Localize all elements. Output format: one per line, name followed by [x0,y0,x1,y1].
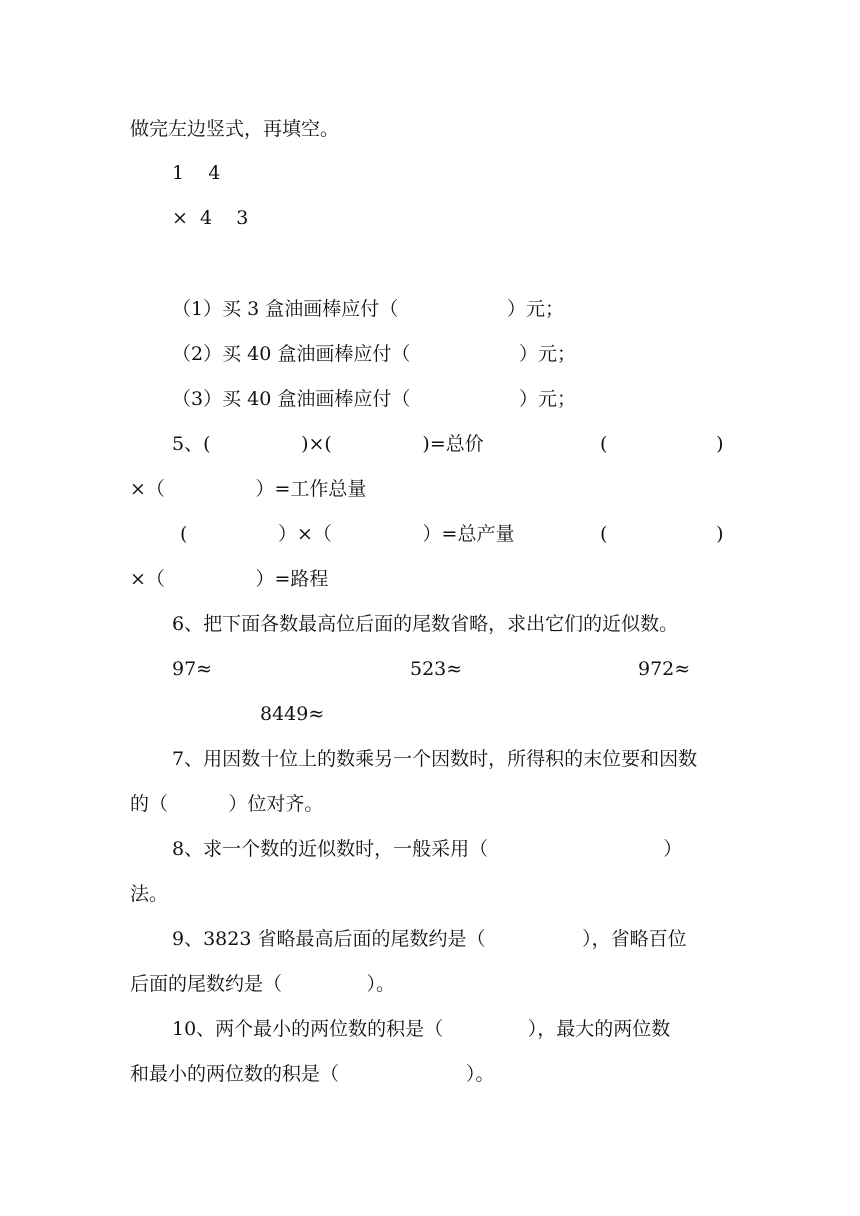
question-3-line: （3）买 40 盒油画棒应付（ ）元； [172,388,577,410]
question-2-line: （2）买 40 盒油画棒应付（ ）元； [172,343,577,365]
question-5-line-c: ×（ ）=工作总量 [130,478,367,500]
question-8-line-a: 8、求一个数的近似数时，一般采用（ ） [172,838,683,860]
question-7-line-b: 的（ ）位对齐。 [130,793,324,815]
instruction-line: 做完左边竖式，再填空。 [130,118,340,140]
question-5-line-d: ( ）×（ ）=总产量 [180,523,515,545]
question-5-line-e: ( ) [600,523,724,545]
question-9-line-b: 后面的尾数约是（ ）。 [130,973,396,995]
vertical-calc-row-2: × 4 3 [172,207,249,229]
question-10-line-a: 10、两个最小的两位数的积是（ ），最大的两位数 [172,1018,671,1040]
vertical-calc-row-1: 1 4 [172,162,221,184]
question-6-number-1: 97≈ [172,658,213,680]
question-6-line: 6、把下面各数最高位后面的尾数省略，求出它们的近似数。 [172,613,679,635]
question-6-number-3: 972≈ [638,658,691,680]
question-8-line-b: 法。 [130,883,169,905]
question-5-line-f: ×（ ）=路程 [130,568,329,590]
question-6-number-4: 8449≈ [260,703,325,725]
question-5-line-a: 5、( )×( )=总价 [172,433,484,455]
question-5-line-b: ( ) [600,433,724,455]
question-1-line: （1）买 3 盒油画棒应付（ ）元； [172,298,564,320]
question-10-line-b: 和最小的两位数的积是（ ）。 [130,1063,495,1085]
question-6-number-2: 523≈ [410,658,463,680]
question-9-line-a: 9、3823 省略最高后面的尾数约是（ ），省略百位 [172,928,687,950]
question-7-line-a: 7、用因数十位上的数乘另一个因数时，所得积的末位要和因数 [172,748,698,770]
